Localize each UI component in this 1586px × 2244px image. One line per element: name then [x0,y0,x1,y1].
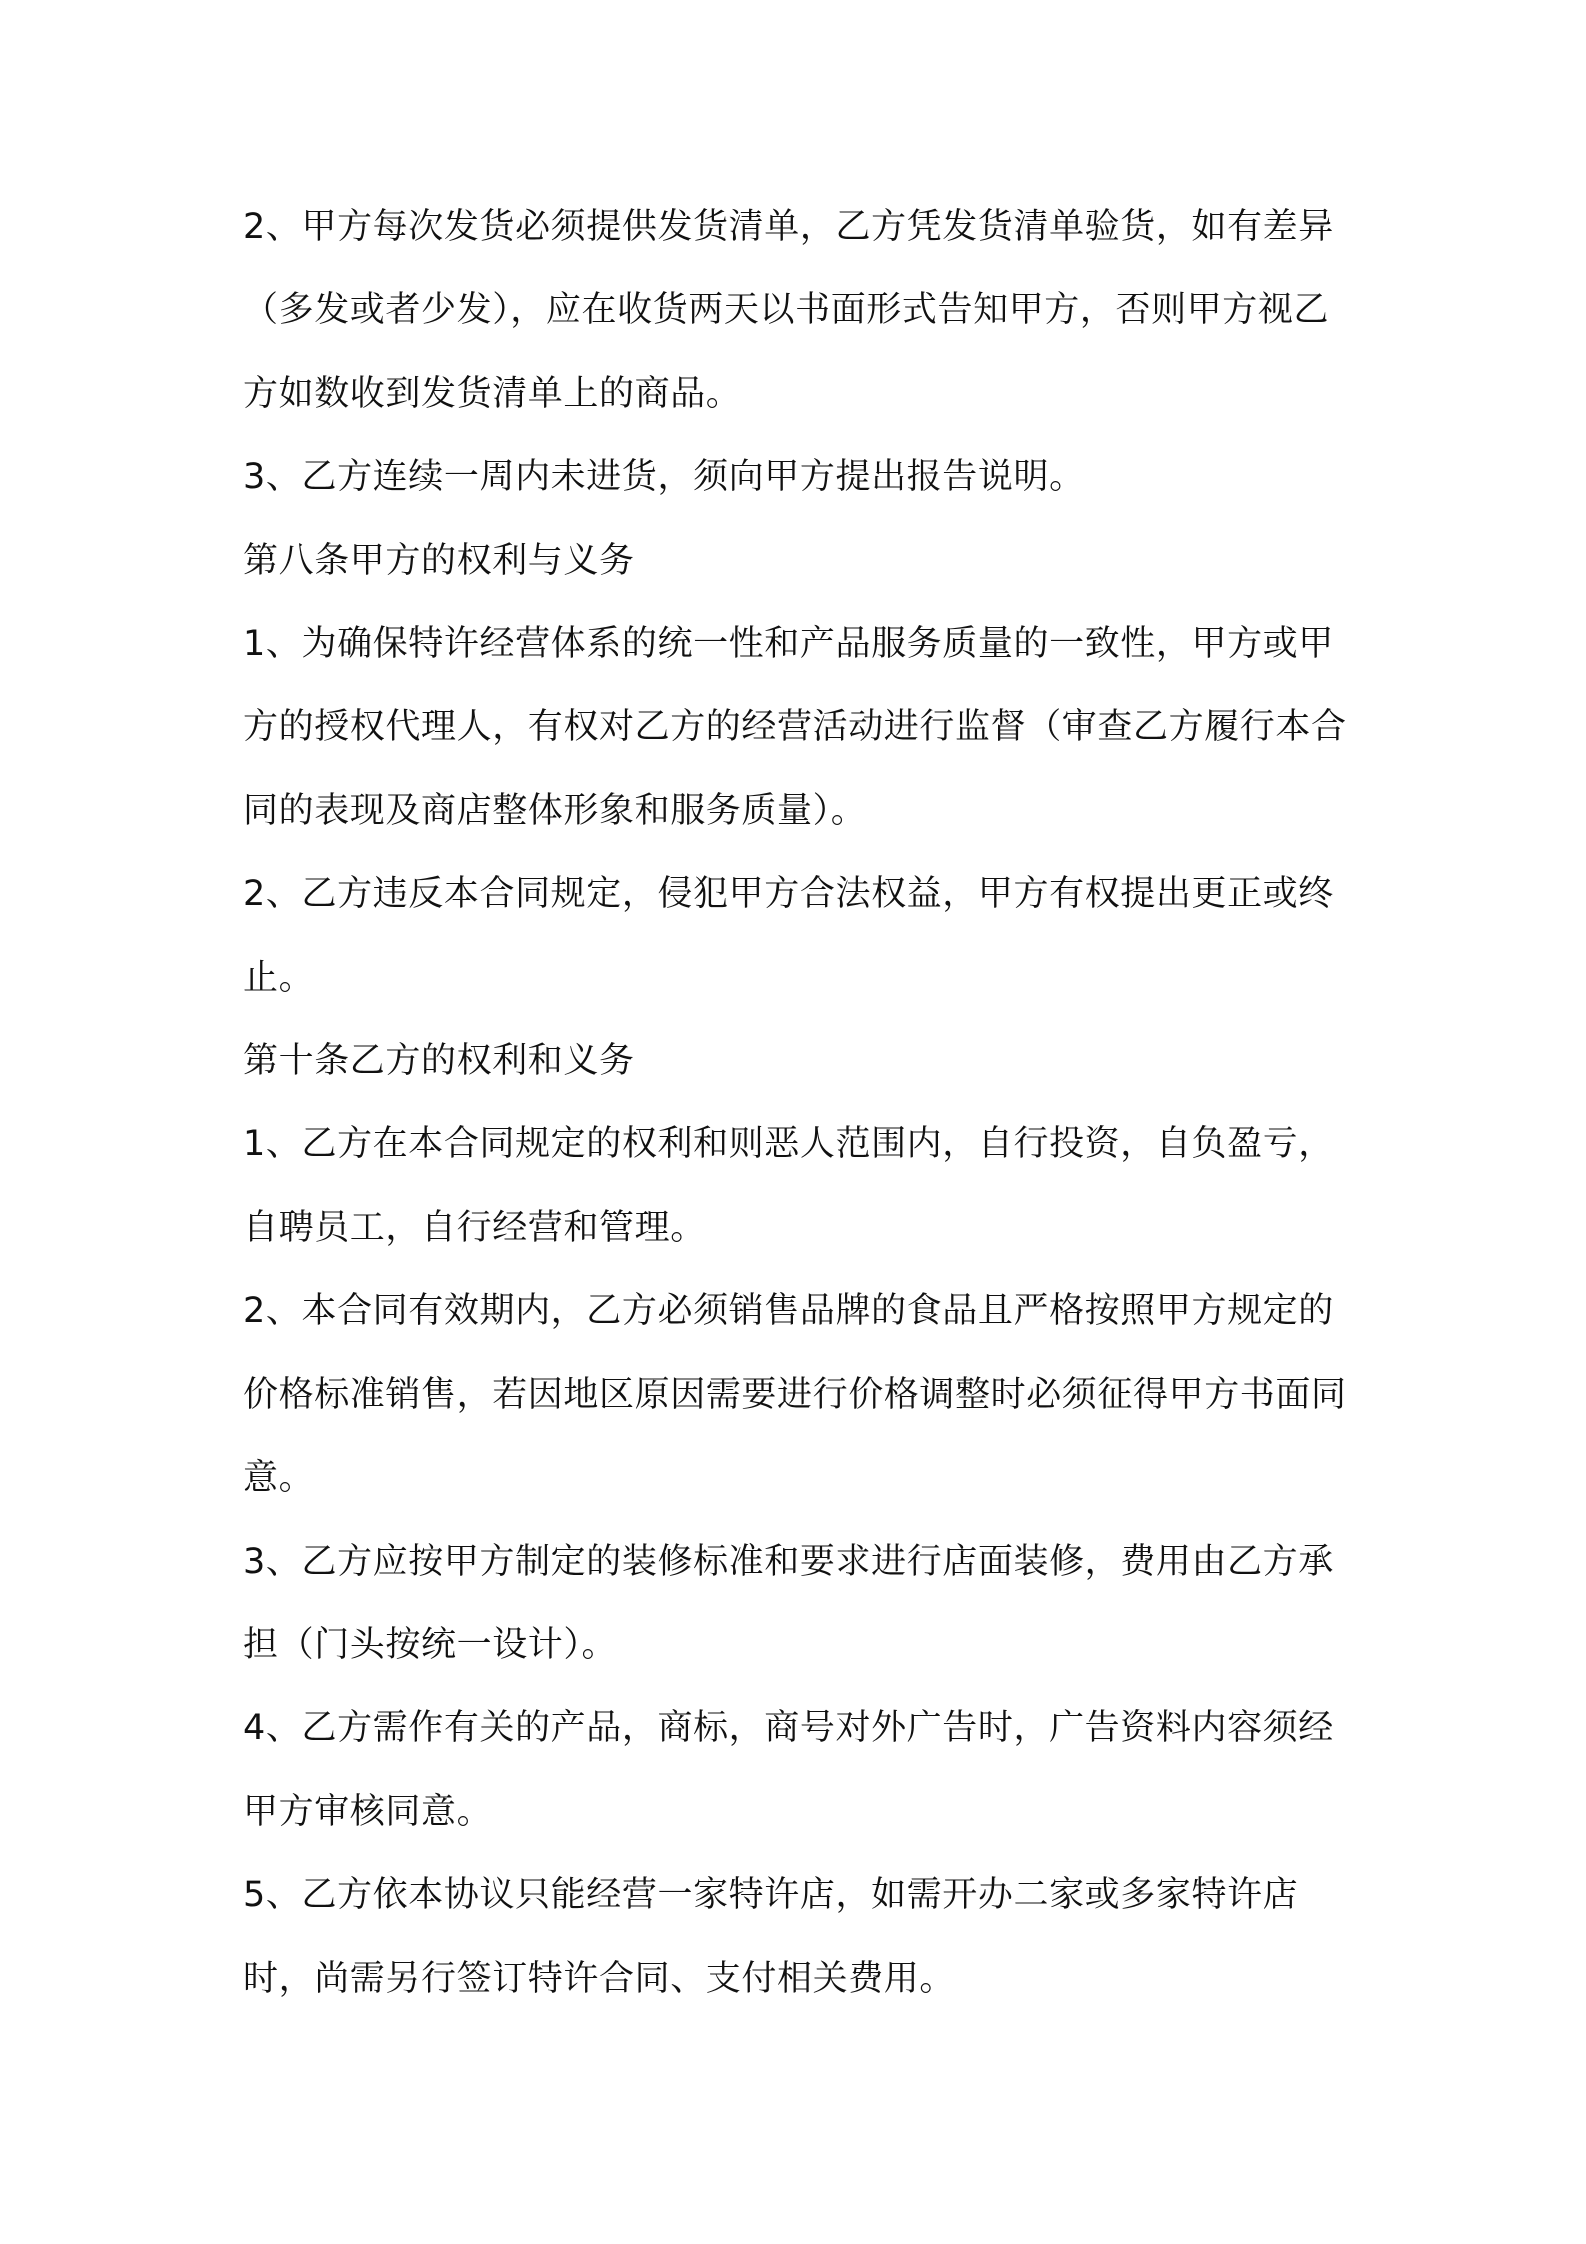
clause-8-item-2: 2、乙方违反本合同规定，侵犯甲方合法权益，甲方有权提出更正或终止。 [243,874,1334,998]
clause-10-item-3: 3、乙方应按甲方制定的装修标准和要求进行店面装修，费用由乙方承担（门头按统一设计）。 [243,1541,1334,1665]
clause-7-item-2: 2、甲方每次发货必须提供发货清单，乙方凭发货清单验货，如有差异（多发或者少发），应在收货两天以书面形式告知甲方，否则甲方视乙方如数收到发货清单上的商品。 [243,207,1334,414]
clause-10-item-4: 4、乙方需作有关的产品，商标，商号对外广告时，广告资料内容须经甲方审核同意。 [243,1708,1334,1832]
clause-7-item-3: 3、乙方连续一周内未进货，须向甲方提出报告说明。 [243,457,1085,498]
clause-10-item-2: 2、本合同有效期内，乙方必须销售品牌的食品且严格按照甲方规定的价格标准销售，若因地区原因需要进行价格调整时必须征得甲方书面同意。 [243,1291,1347,1499]
section-heading-article-8: 第八条甲方的权利与义务 [243,540,635,581]
document-body [243,186,1353,2021]
clause-10-item-1: 1、乙方在本合同规定的权利和则恶人范围内，自行投资，自负盈亏，自聘员工，自行经营和管理。 [243,1124,1334,1248]
clause-10-item-5: 5、乙方依本协议只能经营一家特许店，如需开办二家或多家特许店时，尚需另行签订特许合同、支付相关费用。 [243,1875,1299,1999]
clause-8-item-1: 1、为确保特许经营体系的统一性和产品服务质量的一致性，甲方或甲方的授权代理人，有权对乙方的经营活动进行监督（审查乙方履行本合同的表现及商店整体形象和服务质量）。 [243,624,1347,831]
section-heading-article-10: 第十条乙方的权利和义务 [243,1041,635,1082]
